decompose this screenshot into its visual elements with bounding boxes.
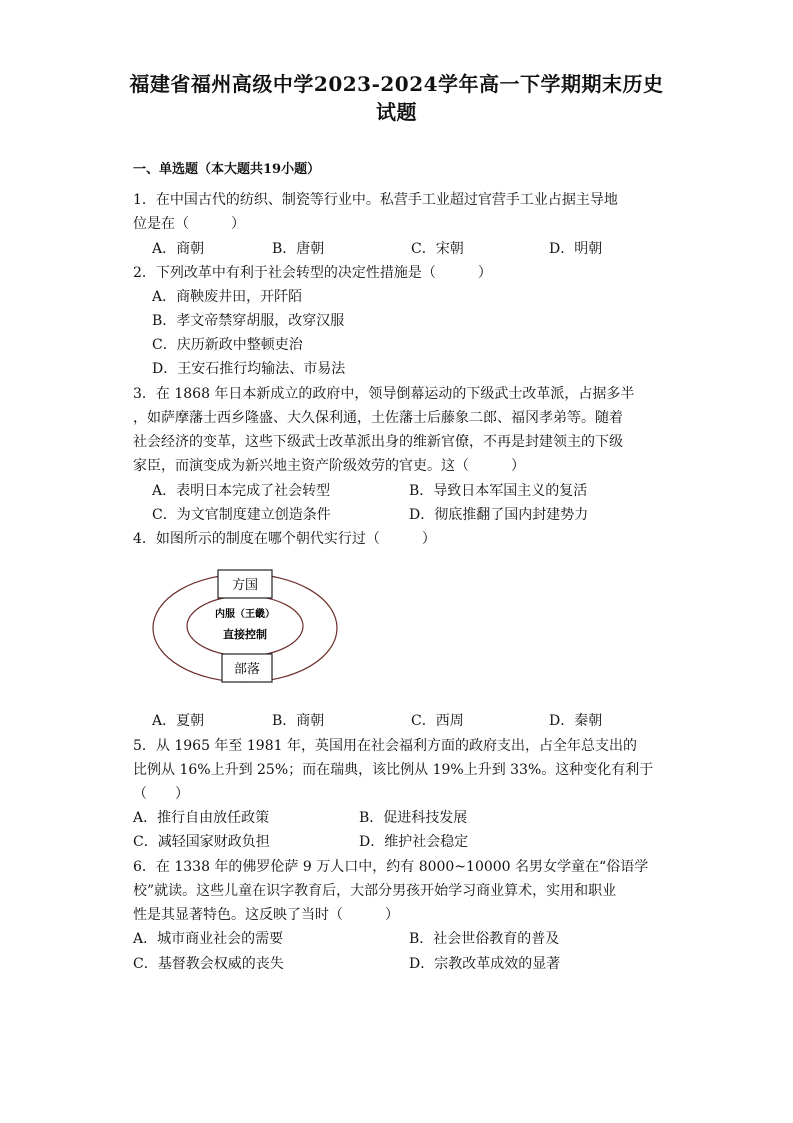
q3-option-d: D．彻底推翻了国内封建势力 <box>409 507 589 523</box>
section-heading: 一、单选题（本大题共19小题） <box>133 162 321 177</box>
inner-label-line1: 内服（王畿） <box>215 609 275 620</box>
doc-title-line2: 试题 <box>376 100 417 124</box>
q5-option-c: C．减轻国家财政负担 <box>133 834 270 850</box>
q2-option-c: C．庆历新政中整顿吏治 <box>152 337 303 353</box>
q2-option-d: D．王安石推行均输法、市易法 <box>152 361 346 377</box>
q4-option-c: C．西周 <box>411 713 464 729</box>
inner-label-line2: 直接控制 <box>223 628 267 641</box>
q3-option-b: B．导致日本军国主义的复活 <box>409 483 588 499</box>
inner-ellipse <box>187 596 303 656</box>
q6-stem-line3: 性是其显著特色。这反映了当时（ ） <box>133 907 399 923</box>
q6-option-c: C．基督教会权威的丧失 <box>133 956 284 972</box>
q6-option-d: D．宗教改革成效的显著 <box>409 956 561 972</box>
fangguo-neifu-diagram <box>150 562 340 690</box>
q1-option-b: B．唐朝 <box>272 241 325 257</box>
q3-stem-line3: 社会经济的变革，这些下级武士改革派出身的维新官僚，不再是封建领主的下级 <box>133 434 623 450</box>
q1-option-a: A．商朝 <box>152 241 205 257</box>
q6-option-b: B．社会世俗教育的普及 <box>409 931 560 947</box>
q4-option-b: B．商朝 <box>272 713 325 729</box>
q5-stem-line1: 5．从 1965 年至 1981 年，英国用在社会福利方面的政府支出，占全年总支出的 <box>133 738 637 754</box>
bottom-box-label: 部落 <box>233 662 261 677</box>
q3-stem-line1: 3．在 1868 年日本新成立的政府中，领导倒幕运动的下级武士改革派，占据多半 <box>133 386 635 402</box>
q2-option-b: B．孝文帝禁穿胡服，改穿汉服 <box>152 313 345 329</box>
q1-option-c: C．宋朝 <box>411 241 464 257</box>
q5-option-d: D．维护社会稳定 <box>359 834 469 850</box>
q5-stem-line2: 比例从 16%上升到 25%；而在瑞典，该比例从 19%上升到 33%。这种变化有利于 <box>133 762 654 778</box>
q3-option-a: A．表明日本完成了社会转型 <box>152 483 331 499</box>
q1-option-d: D．明朝 <box>549 241 603 257</box>
q4-option-a: A．夏朝 <box>152 713 205 729</box>
q5-stem-line3: （ ） <box>133 786 189 802</box>
q4-stem-line1: 4．如图所示的制度在哪个朝代实行过（ ） <box>133 531 436 547</box>
q3-stem-line4: 家臣，而演变成为新兴地主资产阶级效劳的官吏。这（ ） <box>133 458 525 474</box>
q2-stem-line1: 2．下列改革中有利于社会转型的决定性措施是（ ） <box>133 265 492 281</box>
q6-option-a: A．城市商业社会的需要 <box>133 931 284 947</box>
q5-option-b: B．促进科技发展 <box>359 810 468 826</box>
q4-option-d: D．秦朝 <box>549 713 603 729</box>
q5-option-a: A．推行自由放任政策 <box>133 810 270 826</box>
diagram-svg <box>150 562 340 690</box>
q3-option-c: C．为文官制度建立创造条件 <box>152 507 331 523</box>
q3-stem-line2: ，如萨摩藩士西乡隆盛、大久保利通，土佐藩士后藤象二郎、福冈孝弟等。随着 <box>133 410 623 426</box>
q1-stem-line2: 位是在（ ） <box>133 216 245 232</box>
top-box-label: 方国 <box>231 578 259 593</box>
q6-stem-line1: 6．在 1338 年的佛罗伦萨 9 万人口中，约有 8000~10000 名男女学童在“俗语学 <box>133 859 649 875</box>
q1-stem-line1: 1．在中国古代的纺织、制瓷等行业中。私营手工业超过官营手工业占据主导地 <box>133 192 618 208</box>
q6-stem-line2: 校”就读。这些儿童在识字教育后，大部分男孩开始学习商业算术，实用和职业 <box>133 883 617 899</box>
doc-title-line1: 福建省福州高级中学2023-2024学年高一下学期期末历史 <box>129 72 664 96</box>
q2-option-a: A．商鞅废井田，开阡陌 <box>152 289 303 305</box>
